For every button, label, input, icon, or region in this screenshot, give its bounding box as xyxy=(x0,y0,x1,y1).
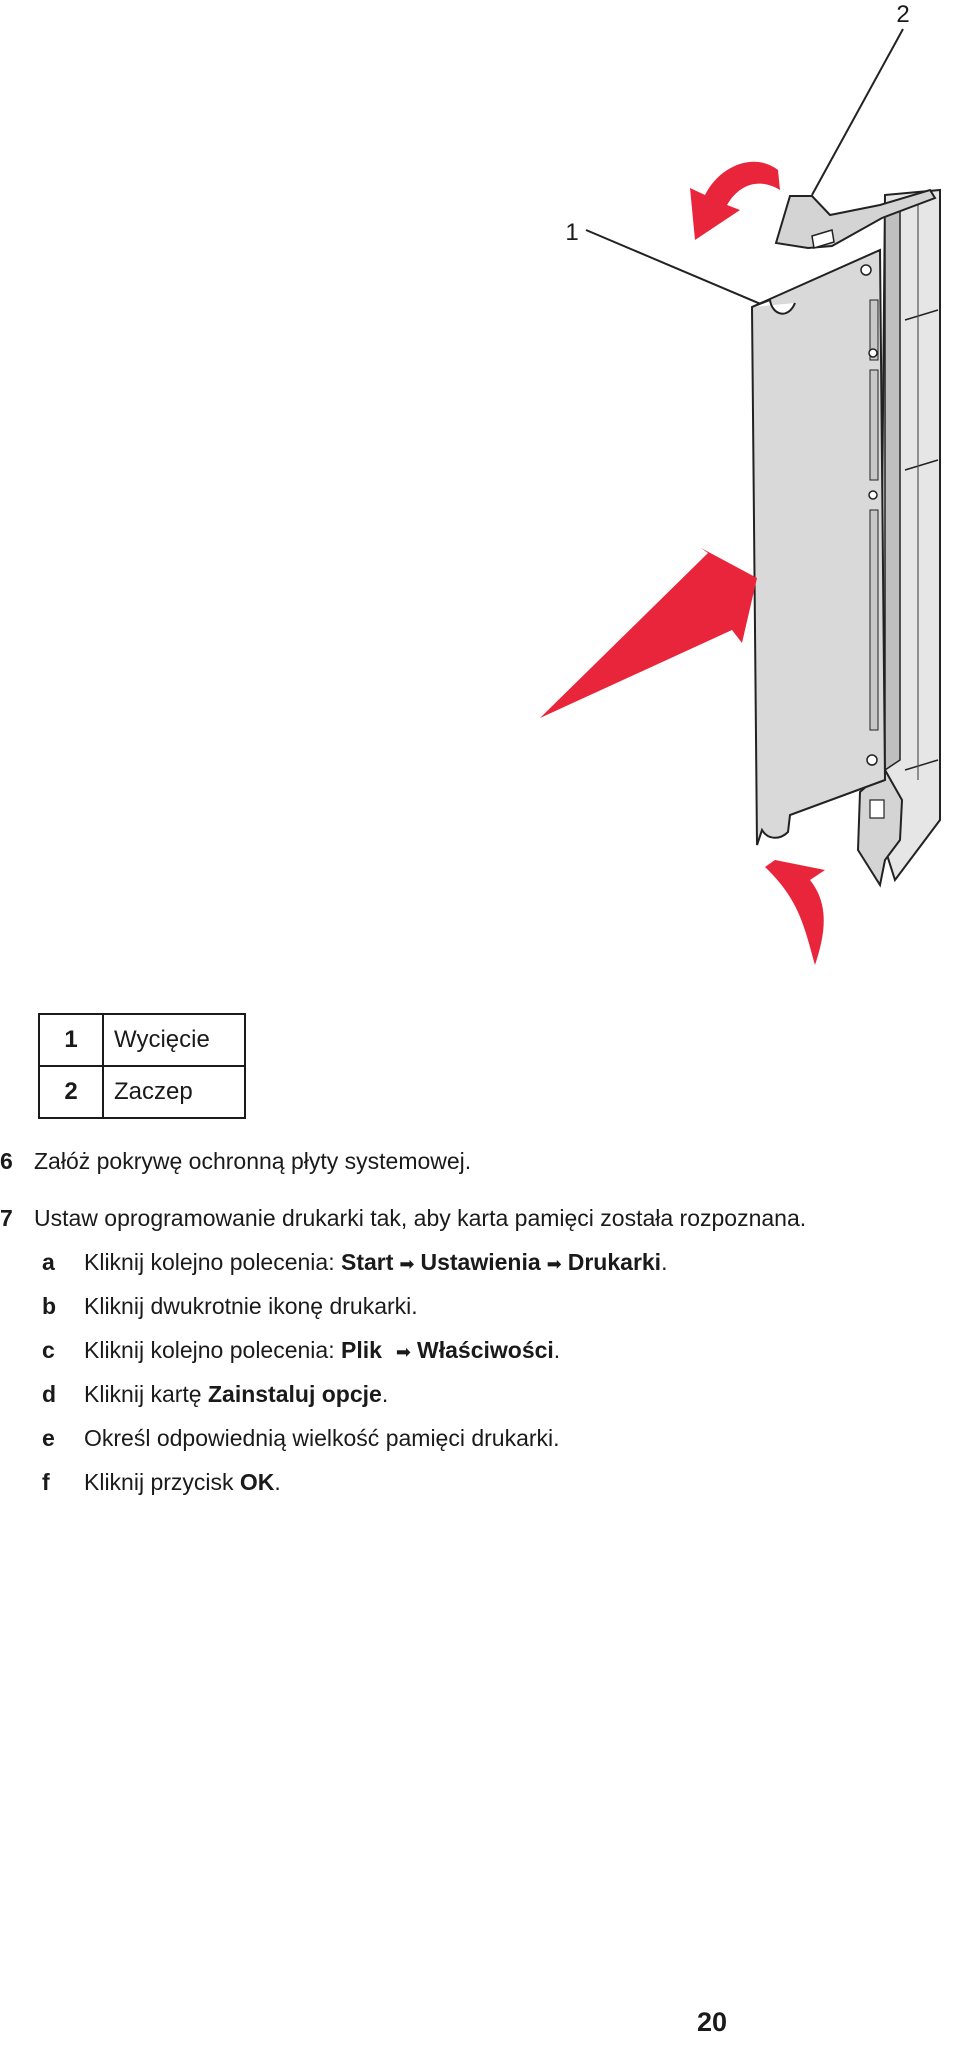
step-number: 6 xyxy=(0,1148,13,1174)
button-ok-ref: OK xyxy=(239,1469,275,1495)
memory-card-installation-figure xyxy=(0,0,960,990)
substep-text: Kliknij kolejno polecenia: xyxy=(84,1337,341,1363)
callout-legend-table xyxy=(38,1013,246,1119)
substep-letter: a xyxy=(42,1249,55,1275)
substep-f xyxy=(42,1466,281,1498)
legend-number: 1 xyxy=(39,1014,103,1066)
substep-text: Kliknij kartę xyxy=(84,1381,208,1407)
legend-number: 2 xyxy=(39,1066,103,1118)
tab-zainstaluj-opcje: Zainstaluj opcje xyxy=(207,1381,382,1407)
substep-punct: . xyxy=(274,1469,281,1495)
menu-drukarki: Drukarki xyxy=(567,1249,662,1275)
substep-d xyxy=(42,1378,388,1410)
latch-rotate-arrow-bottom xyxy=(765,860,825,965)
step-text: Ustaw oprogramowanie drukarki tak, aby karta pamięci została rozpoznana. xyxy=(34,1205,807,1231)
arrow-right-icon: ➡ xyxy=(546,1254,562,1274)
substep-letter: f xyxy=(42,1469,50,1495)
legend-row xyxy=(39,1066,245,1118)
substep-punct: . xyxy=(381,1381,389,1407)
substep-text: Określ odpowiednią wielkość pamięci drukarki. xyxy=(84,1425,560,1451)
substep-letter: e xyxy=(42,1425,55,1451)
callout-line-2 xyxy=(812,29,903,195)
legend-label: Zaczep xyxy=(103,1066,245,1118)
substep-letter: b xyxy=(42,1293,57,1319)
substep-b xyxy=(42,1290,418,1322)
menu-start: Start xyxy=(341,1249,394,1275)
step-7 xyxy=(0,1202,806,1234)
insert-arrow xyxy=(540,548,757,718)
legend-label: Wycięcie xyxy=(103,1014,245,1066)
substep-e xyxy=(42,1422,560,1454)
memory-card xyxy=(752,250,885,845)
callout-1-label: 1 xyxy=(565,219,579,246)
step-number: 7 xyxy=(0,1205,13,1231)
menu-wlasciwosci: Właściwości xyxy=(417,1337,554,1363)
substep-text: Kliknij dwukrotnie ikonę drukarki. xyxy=(84,1293,418,1319)
legend-row xyxy=(39,1014,245,1066)
substep-letter: d xyxy=(42,1381,57,1407)
substep-punct: . xyxy=(661,1249,668,1275)
page-number: 20 xyxy=(697,2007,728,2037)
substep-c xyxy=(42,1334,560,1368)
step-text: Załóż pokrywę ochronną płyty systemowej. xyxy=(34,1148,472,1174)
substep-letter: c xyxy=(42,1337,55,1363)
menu-ustawienia: Ustawienia xyxy=(420,1249,541,1275)
arrow-right-icon: ➡ xyxy=(399,1254,415,1274)
substep-text: Kliknij przycisk xyxy=(84,1469,240,1495)
substep-a xyxy=(42,1246,667,1280)
latch-rotate-arrow-top xyxy=(690,162,780,240)
substep-punct: . xyxy=(553,1337,561,1363)
arrow-right-icon: ➡ xyxy=(395,1342,412,1362)
callout-2-label: 2 xyxy=(896,1,910,28)
menu-plik: Plik xyxy=(341,1337,382,1363)
step-6 xyxy=(0,1145,471,1177)
substep-text: Kliknij kolejno polecenia: xyxy=(84,1249,341,1275)
